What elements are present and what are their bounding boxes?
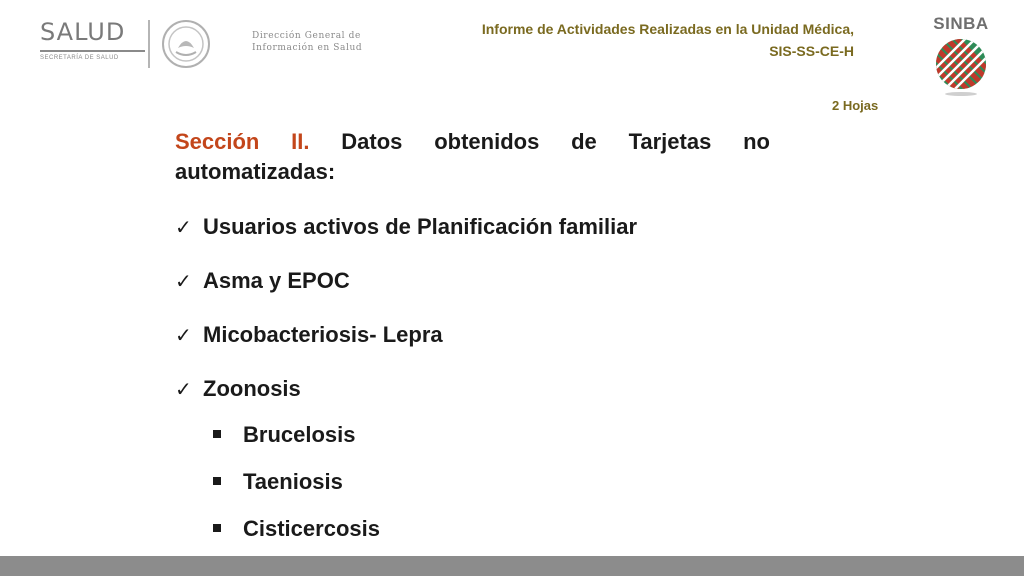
national-seal-icon (160, 18, 212, 70)
report-title (482, 18, 854, 62)
square-bullet-icon (213, 524, 221, 532)
sub-list-item-label: Brucelosis (243, 422, 356, 447)
secretaria-label: SECRETARÍA DE SALUD (40, 55, 119, 61)
sub-list-item (213, 467, 380, 514)
sub-list-item-label: Cisticercosis (243, 516, 380, 541)
zoonosis-sublist (213, 420, 380, 561)
dgis-line2: Información en Salud (252, 43, 363, 53)
check-icon: ✓ (175, 215, 192, 239)
list-item-label: Usuarios activos de Planificación familiar (203, 214, 638, 239)
dgis-line1: Dirección General de (252, 31, 361, 41)
report-title-line2: SIS-SS-CE-H (769, 43, 854, 59)
list-item (175, 318, 637, 372)
section-title (175, 127, 770, 187)
sub-list-item-label: Taeniosis (243, 469, 343, 494)
square-bullet-icon (213, 477, 221, 485)
section-text: Datos obtenidos de Tarjetas no automatizadas: (175, 129, 770, 184)
header-divider (148, 20, 150, 68)
checklist (175, 210, 637, 426)
dgis-label (252, 30, 362, 54)
sub-list-item (213, 514, 380, 561)
salud-logo (40, 18, 145, 61)
check-icon: ✓ (175, 323, 192, 347)
sinba-label: SINBA (933, 14, 989, 33)
check-icon: ✓ (175, 377, 192, 401)
sub-list-item (213, 420, 380, 467)
list-item (175, 372, 637, 426)
check-icon: ✓ (175, 269, 192, 293)
report-title-line1: Informe de Actividades Realizadas en la Unidad Médica, (481, 21, 854, 37)
list-item (175, 210, 637, 264)
sheets-count: 2 Hojas (832, 98, 879, 113)
list-item-label: Asma y EPOC (203, 268, 350, 293)
list-item-label: Zoonosis (203, 376, 301, 401)
list-item (175, 264, 637, 318)
sinba-globe-icon (934, 36, 988, 98)
sinba-logo (928, 14, 994, 98)
salud-wordmark: SALUD (40, 18, 126, 46)
square-bullet-icon (213, 430, 221, 438)
section-label: Sección II. (175, 129, 310, 154)
salud-rule (40, 50, 145, 52)
list-item-label: Micobacteriosis- Lepra (203, 322, 443, 347)
footer-bar (0, 556, 1024, 576)
